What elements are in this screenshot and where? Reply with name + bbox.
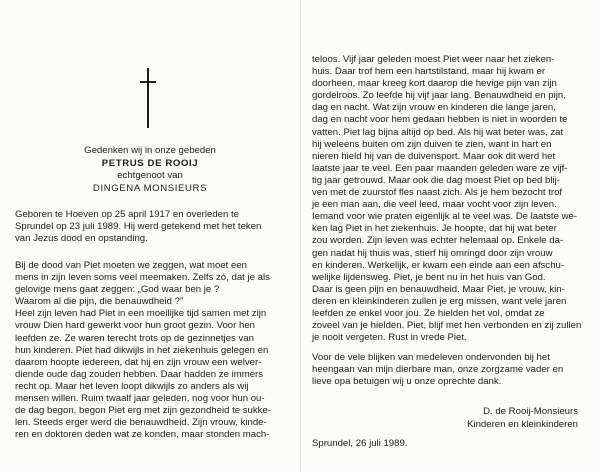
- text-line: Waarom al die pijn, die benauwdheid ?”: [15, 296, 184, 308]
- header-relation: echtgenoot van: [117, 170, 183, 182]
- text-line: huis. Daar trof hem een hartstilstand, maar hij kwam er: [312, 66, 546, 78]
- text-line: recht op. Maar het leven loopt dikwijls zo anders als wij: [15, 380, 249, 392]
- card-fold-divider: [300, 0, 301, 472]
- text-line: nieren hield hij van de duivensport. Maar ook dit werd het: [312, 150, 556, 162]
- place-date: Sprundel, 26 juli 1989.: [312, 438, 408, 449]
- thank-you-paragraph: [312, 352, 584, 388]
- text-line: de dag begon, begon Piet erg met zijn gezondheid te sukke-: [15, 405, 272, 417]
- text-line: Voor de vele blijken van medeleven ondervonden bij het: [312, 352, 550, 363]
- birth-death-paragraph: [15, 209, 293, 245]
- text-line: hij weleens buiten om zijn duiven te zien, want in hart en: [312, 138, 552, 150]
- text-line: daarom hoopte iedereen, dat hij en zijn vrouw een welver-: [15, 356, 262, 368]
- text-line: en kinderen. Werkelijk, er kwam een einde aan een afschu-: [312, 259, 565, 271]
- card-header: [0, 145, 300, 195]
- signature-block: [467, 406, 578, 431]
- text-line: ven met de zuurstof fles naast zich. Als je hem bezocht trof: [312, 187, 563, 199]
- text-line: deren en kleinkinderen zullen je erg missen, want vele jaren: [312, 295, 567, 307]
- text-line: welijke lijdensweg. Piet, je bent nu in het huis van God.: [312, 271, 546, 283]
- text-line: leefden ze. Ze waren terecht trots op de gezinnetjes van: [15, 332, 254, 344]
- text-line: gordelroos. Zo leefde hij vijf jaar lang. Benauwdheid en pijn,: [312, 90, 566, 102]
- header-intro: Gedenken wij in onze gebeden: [84, 145, 216, 156]
- deceased-name: PETRUS DE ROOIJ: [101, 157, 199, 169]
- text-line: gelovige mens gaat zeggen: „God waar ben je ?: [15, 284, 220, 296]
- text-line: dag en nacht voor hem gedaan hebben is niet in woorden te: [312, 114, 568, 126]
- cross-icon: [140, 68, 156, 128]
- text-line: gen nadat hij thuis was, stierf hij omringd door zijn vrouw: [312, 247, 553, 259]
- text-line: Bij de dood van Piet moeten we zeggen, wat moet een: [15, 260, 247, 271]
- text-line: zou worden. Zijn leven was echter helemaal op. Enkele da-: [312, 235, 564, 247]
- text-line: van Jezus dood en opstanding.: [15, 233, 148, 245]
- text-line: mens in zijn leven soms veel meemaken. Zelfs zó, dat je als: [15, 272, 270, 284]
- eulogy-paragraph-right: [312, 54, 584, 344]
- text-line: je nooit vergeten. Rust in vrede Piet.: [312, 332, 467, 344]
- text-line: Geboren te Hoeven op 25 april 1917 en overleden te: [15, 209, 240, 220]
- text-line: Heel zijn leven had Piet in een moeilijke tijd samen met zijn: [15, 308, 267, 320]
- spouse-name: DINGENA MONSIEURS: [92, 182, 208, 194]
- text-line: vrouw Dien hard gewerkt voor hun groot gezin. Voor hen: [15, 320, 255, 332]
- text-line: je een man aan, die veel leed, maar vocht voor zijn leven.: [312, 199, 557, 211]
- text-line: len. Steeds erger werd die benauwdheid. Zijn vrouw, kinde-: [15, 417, 267, 429]
- text-line: tig jaar getrouwd. Maar ook die dag moest Piet op bed blij-: [312, 174, 560, 186]
- signature-name: D. de Rooij-Monsieurs: [483, 406, 578, 417]
- signature-family: Kinderen en kleinkinderen: [467, 418, 578, 430]
- text-line: hun kinderen. Piet had dikwijls in het ziekenhuis gelegen en: [15, 344, 269, 356]
- text-line: lieve opa betuigen wij u onze oprechte dank.: [312, 376, 502, 388]
- text-line: Daar is geen pijn en benauwdheid. Maar Piet, je vrouw, kin-: [312, 283, 565, 295]
- text-line: diende oude dag zouden hebben. Daar hadden ze immers: [15, 368, 264, 380]
- text-line: leefden ze enkel voor jou. Ze hielden het vol, omdat ze: [312, 307, 545, 319]
- text-line: heengaan van mijn dierbare man, onze zorgzame vader en: [312, 364, 564, 376]
- text-line: vatten. Piet lag bijna altijd op bed. Als hij wat beter was, zat: [312, 126, 564, 138]
- text-line: Sprundel op 23 juli 1989. Hij werd getekend met het teken: [15, 221, 262, 233]
- text-line: Iemand voor wie praten eigenlijk al te veel was. De laatste we-: [312, 211, 578, 223]
- text-line: laatste jaar te veel. Een paar maanden geleden ware ze vijf-: [312, 162, 568, 174]
- text-line: doorheen, maar kreeg kort daarop die hevige pijn van zijn: [312, 78, 557, 90]
- text-line: dag en nacht. Wat zijn vrouw en kinderen die lange jaren,: [312, 102, 556, 114]
- text-line: zoveel van je hielden. Piet, blijf met hen verbonden en zij zullen: [312, 320, 582, 332]
- text-line: ren en doktoren deden wat ze konden, maar stonden mach-: [15, 429, 270, 441]
- eulogy-paragraph-left: [15, 260, 293, 441]
- text-line: mensen willen. Ruim twaalf jaar geleden, nog voor hun ou-: [15, 393, 265, 405]
- text-line: teloos. Vijf jaar geleden moest Piet weer naar het zieken-: [312, 54, 555, 65]
- text-line: ken lag Piet in het ziekenhuis. Je hoopte, dat hij wat beter: [312, 223, 557, 235]
